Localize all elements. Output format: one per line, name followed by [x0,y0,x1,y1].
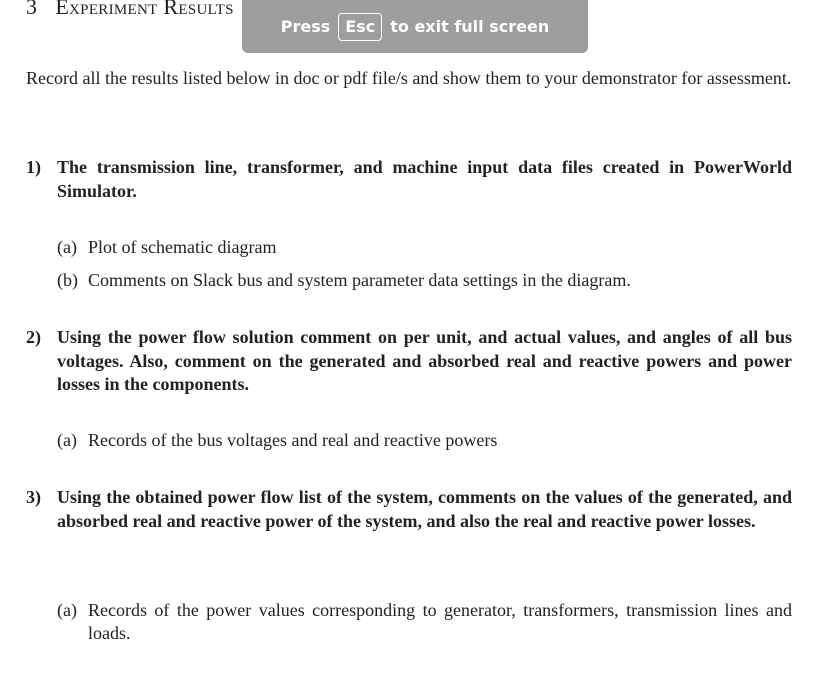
section-heading [26,0,234,20]
subitem-label: (a) [57,600,77,620]
section-number: 3 [26,0,38,19]
subitem-1a [57,236,792,259]
subitem-label: (a) [57,237,77,257]
subitem-text: Records of the power values corresponding to generator, transformers, transmission lines and loads. [88,600,792,643]
item-number: 1) [26,157,41,177]
item-number: 3) [26,487,41,507]
item-number: 2) [26,327,41,347]
banner-press-text: Press [280,17,331,36]
item-text: The transmission line, transformer, and machine input data files created in PowerWorld Simulator. [57,157,792,201]
item-text: Using the obtained power flow list of the system, comments on the values of the generated, and absorbed real and reactive power of the system, and also the real and reactive power losses. [57,487,792,531]
subitem-text: Records of the bus voltages and real and reactive powers [88,430,498,450]
fullscreen-exit-banner [242,0,588,53]
subitem-1b [57,269,792,292]
subitem-text: Comments on Slack bus and system parameter data settings in the diagram. [88,270,631,290]
subitem-2a [57,429,792,452]
list-item-2 [26,326,792,397]
subitem-3a [57,599,792,645]
item-text: Using the power flow solution comment on per unit, and actual values, and angles of all bus voltages. Also, comment on the generated and absorbed real and reactive powers and power losses in the components. [57,327,792,394]
section-title: Experiment Results [55,0,234,19]
subitem-label: (a) [57,430,77,450]
intro-paragraph: Record all the results listed below in doc or pdf file/s and show them to your demonstrator for assessment. [26,68,792,88]
list-item-1 [26,156,792,203]
banner-message: to exit full screen [390,17,550,36]
subitem-text: Plot of schematic diagram [88,237,277,257]
esc-key-badge[interactable]: Esc [338,13,382,41]
list-item-3 [26,486,792,533]
subitem-label: (b) [57,270,78,290]
